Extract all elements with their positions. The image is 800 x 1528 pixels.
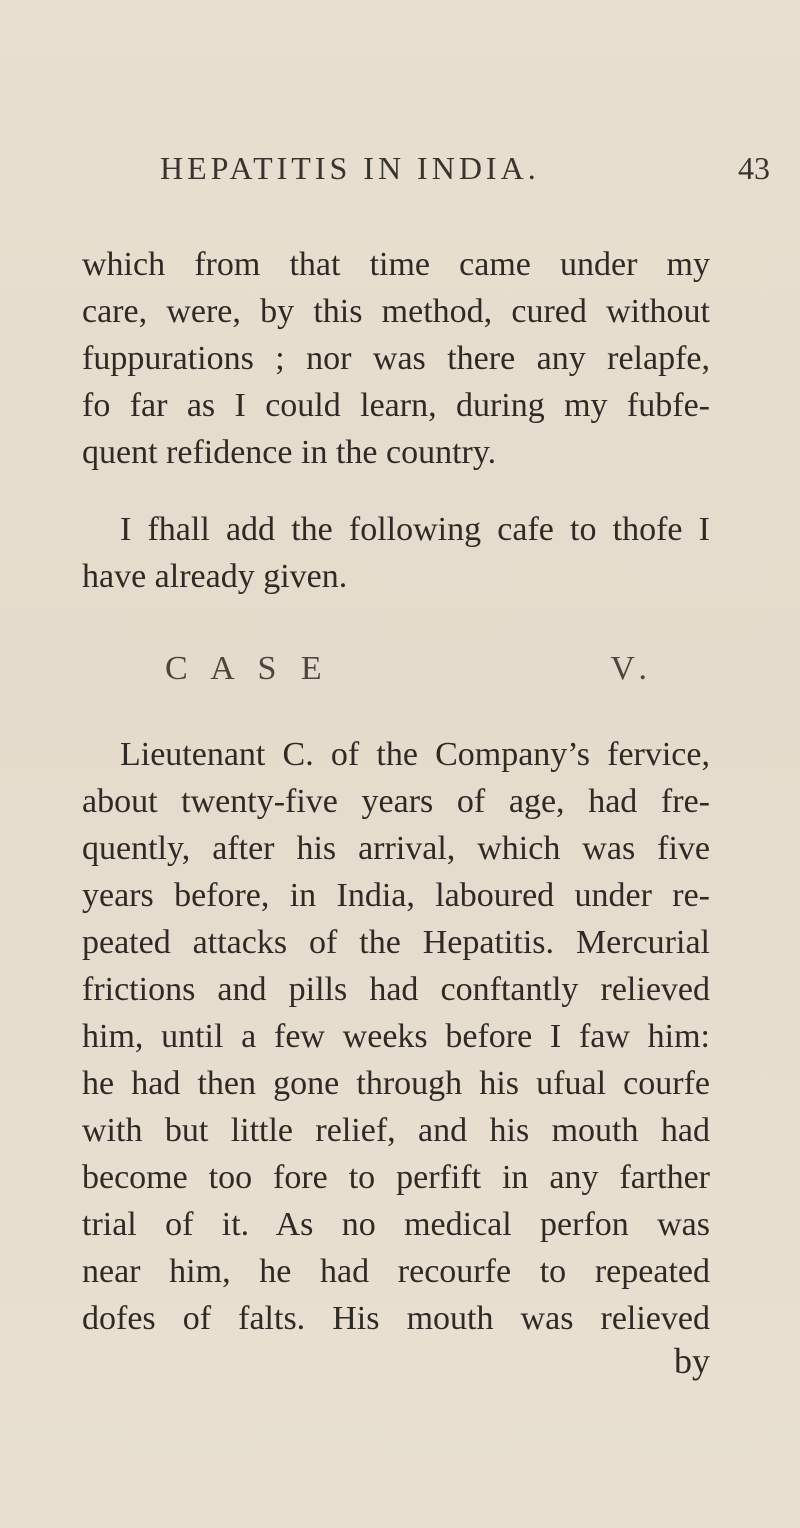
text-line: fo far as I could learn, during my fubfe- (82, 387, 710, 424)
text-line: fuppurations ; nor was there any relapfe, (82, 340, 710, 377)
text-line: become too fore to perfift in any farther (82, 1159, 710, 1196)
case-number: V. (610, 650, 655, 687)
text-line: peated attacks of the Hepatitis. Mercurial (82, 924, 710, 961)
text-line: have already given. (82, 558, 348, 595)
text-line: quent refidence in the country. (82, 434, 497, 471)
case-word: C A S E (165, 650, 330, 687)
text-line: I fhall add the following cafe to thofe I (120, 511, 710, 548)
text-line: frictions and pills had conftantly relieved (82, 971, 710, 1008)
page-number: 43 (738, 150, 770, 186)
text-line: care, were, by this method, cured without (82, 293, 710, 330)
text-line: Lieutenant C. of the Company’s fervice, (120, 736, 710, 773)
text-line: with but little relief, and his mouth had (82, 1112, 710, 1149)
case-heading (165, 650, 655, 690)
text-line: about twenty-five years of age, had fre- (82, 783, 710, 820)
text-line: trial of it. As no medical perfon was (82, 1206, 710, 1243)
text-line: near him, he had recourfe to repeated (82, 1253, 710, 1290)
text-line: he had then gone through his ufual courfe (82, 1065, 710, 1102)
text-line: him, until a few weeks before I faw him: (82, 1018, 710, 1055)
page-header (160, 150, 770, 200)
text-line: years before, in India, laboured under re- (82, 877, 710, 914)
running-title: HEPATITIS IN INDIA. (160, 150, 540, 186)
catchword: by (674, 1341, 710, 1381)
text-line: quently, after his arrival, which was five (82, 830, 710, 867)
text-line: which from that time came under my (82, 246, 710, 283)
text-line: dofes of falts. His mouth was relieved (82, 1300, 710, 1337)
